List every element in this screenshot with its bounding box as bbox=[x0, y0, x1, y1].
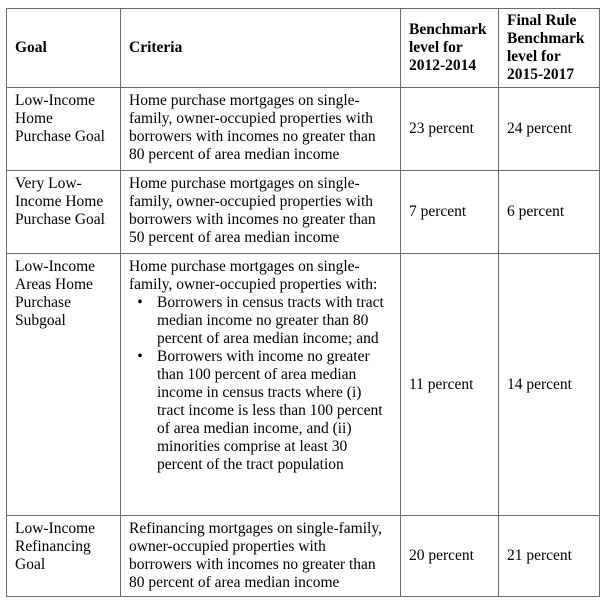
criteria-intro: Home purchase mortgages on single-family, owner-occupied properties with: bbox=[129, 258, 378, 293]
benchmark-2012-2014-cell: 20 percent bbox=[401, 516, 499, 597]
criteria-cell bbox=[121, 254, 401, 516]
benchmark-2012-2014-cell: 7 percent bbox=[401, 171, 499, 254]
table-row bbox=[7, 88, 600, 171]
table-row bbox=[7, 254, 600, 516]
header-goal: Goal bbox=[7, 9, 121, 88]
criteria-bullet-item bbox=[137, 294, 392, 348]
goal-cell: Low-Income Refinancing Goal bbox=[7, 516, 121, 597]
benchmark-2012-2014-cell: 23 percent bbox=[401, 88, 499, 171]
table-row bbox=[7, 516, 600, 597]
final-rule-2015-2017-cell: 14 percent bbox=[499, 254, 600, 516]
final-rule-2015-2017-cell: 6 percent bbox=[499, 171, 600, 254]
criteria-bullet-list bbox=[129, 294, 392, 474]
criteria-cell: Refinancing mortgages on single-family, owner-occupied properties with borrowers with incomes no greater than 80 percent of area median income bbox=[121, 516, 401, 597]
criteria-cell: Home purchase mortgages on single-family, owner-occupied properties with borrowers with incomes no greater than 50 percent of area median income bbox=[121, 171, 401, 254]
criteria-bullet-text: Borrowers in census tracts with tract median income no greater than 80 percent of area median income; and bbox=[157, 294, 384, 347]
goal-cell: Very Low-Income Home Purchase Goal bbox=[7, 171, 121, 254]
final-rule-2015-2017-cell: 24 percent bbox=[499, 88, 600, 171]
criteria-bullet-text: Borrowers with income no greater than 100 percent of area median income in census tracts where (i) tract income is less than 100 percent of area median income, and (ii) minorities comprise at least 30 percent of the tract population bbox=[157, 348, 383, 473]
criteria-bullet-item bbox=[137, 348, 392, 474]
criteria-cell: Home purchase mortgages on single-family, owner-occupied properties with borrowers with incomes no greater than 80 percent of area median income bbox=[121, 88, 401, 171]
header-final-rule-2015-2017: Final Rule Benchmark level for 2015-2017 bbox=[499, 9, 600, 88]
benchmark-2012-2014-cell: 11 percent bbox=[401, 254, 499, 516]
header-row bbox=[7, 9, 600, 88]
table-row bbox=[7, 171, 600, 254]
header-criteria: Criteria bbox=[121, 9, 401, 88]
housing-goals-table bbox=[6, 8, 600, 597]
final-rule-2015-2017-cell: 21 percent bbox=[499, 516, 600, 597]
goal-cell: Low-Income Areas Home Purchase Subgoal bbox=[7, 254, 121, 516]
header-benchmark-2012-2014: Benchmark level for 2012-2014 bbox=[401, 9, 499, 88]
bullet-icon: • bbox=[137, 294, 143, 311]
goal-cell: Low-Income Home Purchase Goal bbox=[7, 88, 121, 171]
bullet-icon: • bbox=[137, 348, 143, 365]
